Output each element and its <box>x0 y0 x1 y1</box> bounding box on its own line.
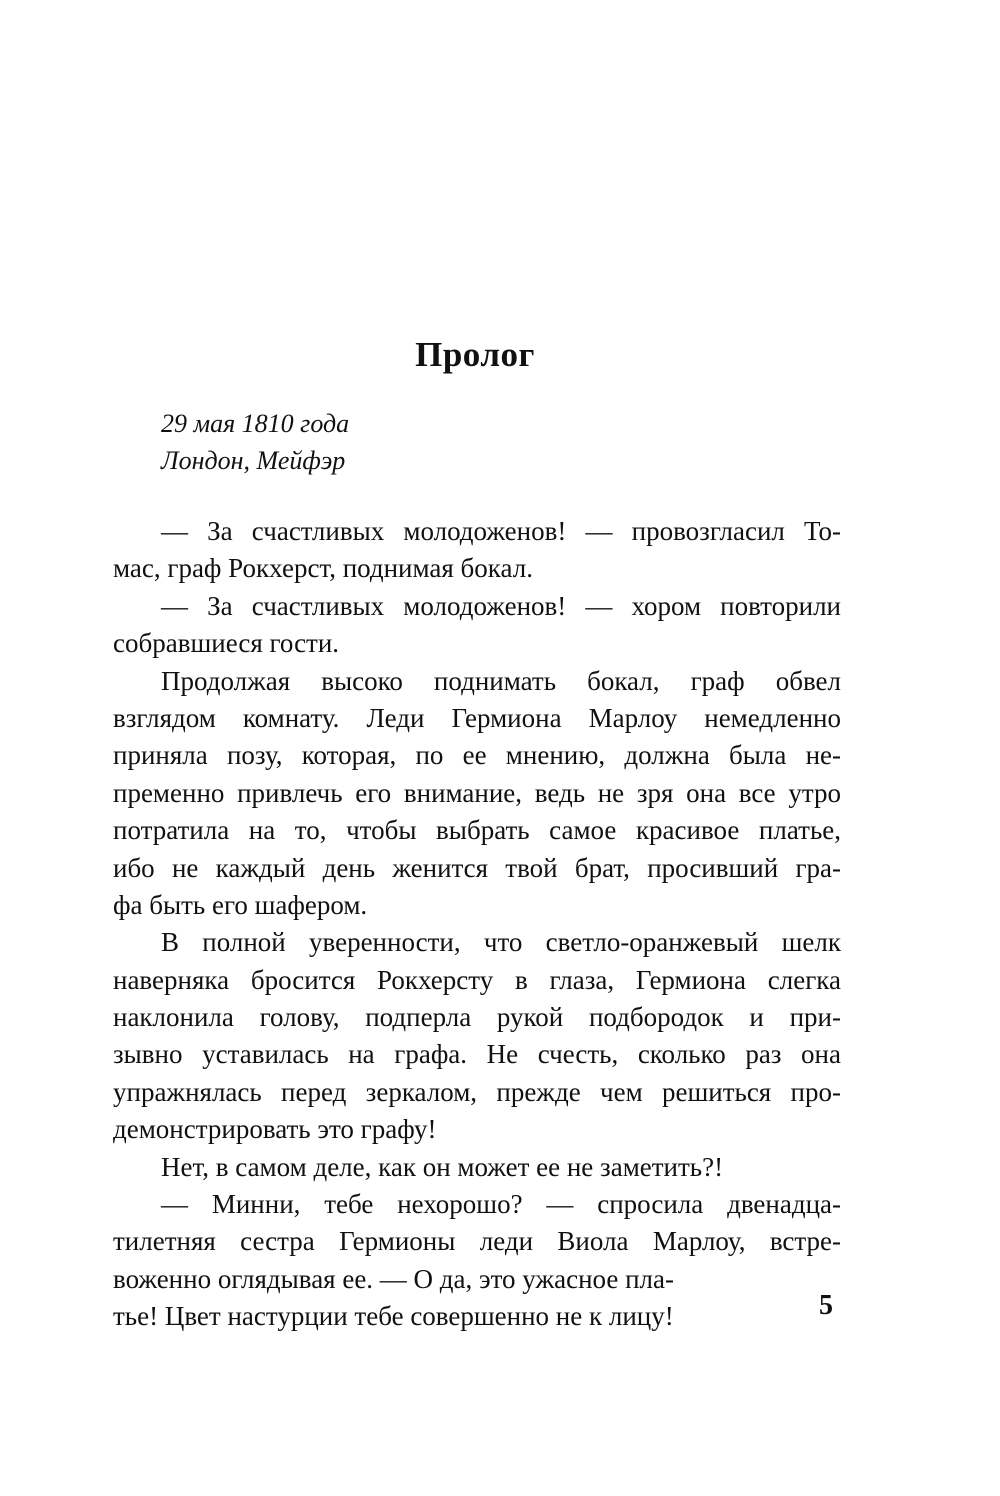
text-line: мас, граф Рокхерст, поднимая бокал. <box>113 553 533 584</box>
text-line: тилетняя сестра Гермионы леди Виола Марлоу, встре- <box>113 1226 841 1257</box>
chapter-place: Лондон, Мейфэр <box>161 446 346 475</box>
chapter-title: Пролог <box>415 335 535 374</box>
text-line: наверняка бросится Рокхерсту в глаза, Гермиона слегка <box>113 964 841 995</box>
page-number: 5 <box>819 1290 833 1321</box>
text-line: Нет, в самом деле, как он может ее не заметить?! <box>161 1151 724 1182</box>
text-line: воженно оглядывая ее. — О да, это ужасное пла- <box>113 1263 674 1294</box>
text-line: зывно уставилась на графа. Не счесть, сколько раз она <box>113 1039 841 1070</box>
text-line: — Минни, тебе нехорошо? — спросила двенадца- <box>161 1189 841 1220</box>
text-line: пременно привлечь его внимание, ведь не зря она все утро <box>113 777 841 808</box>
text-line: собравшиеся гости. <box>113 628 340 659</box>
text-line: взглядом комнату. Леди Гермиона Марлоу немедленно <box>113 702 841 733</box>
text-line: тье! Цвет настурции тебе совершенно не к лицу! <box>113 1301 674 1332</box>
text-line: Продолжая высоко поднимать бокал, граф обвел <box>161 665 841 696</box>
text-line: В полной уверенности, что светло-оранжевый шелк <box>161 927 841 958</box>
text-line: демонстрировать это графу! <box>113 1114 437 1145</box>
text-line: — За счастливых молодоженов! — провозгласил То- <box>161 516 841 546</box>
chapter-epigraph <box>161 405 349 479</box>
text-line: потратила на то, чтобы выбрать самое красивое платье, <box>113 815 841 846</box>
text-line: фа быть его шафером. <box>113 889 368 920</box>
text-line: ибо не каждый день женится твой брат, просивший гра- <box>113 852 841 883</box>
text-line: — За счастливых молодоженов! — хором повторили <box>161 590 841 621</box>
text-line: приняла позу, которая, по ее мнению, должна была не- <box>113 740 841 771</box>
body-text <box>113 513 841 1336</box>
chapter-date: 29 мая 1810 года <box>161 409 350 438</box>
text-line: наклонила голову, подперла рукой подбородок и при- <box>113 1002 841 1033</box>
text-line: упражнялась перед зеркалом, прежде чем решиться про- <box>113 1076 841 1107</box>
